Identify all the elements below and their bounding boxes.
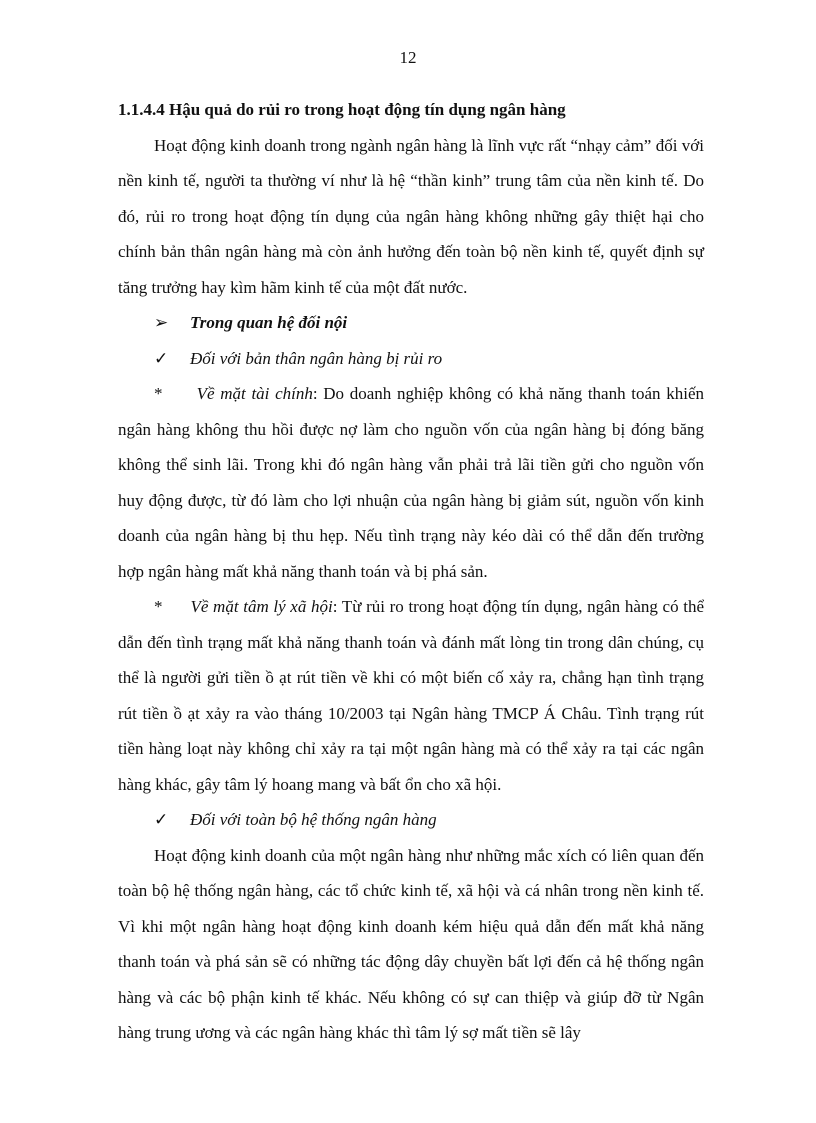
psychology-text: : Từ rủi ro trong hoạt động tín dụng, ngân hàng có thể dẫn đến tình trạng mất khả năng thanh toán và đánh mất lòng tin trong dân chúng, cụ thể là người gửi tiền ồ ạt rút tiền về khi có một biến cố xảy ra, chẳng hạn tình trạng rút tiền ồ ạt xảy ra vào tháng 10/2003 tại Ngân hàng TMCP Á Châu. Tình trạng rút tiền hàng loạt này không chỉ xảy ra tại một ngân hàng mà có thể xảy ra tại các ngân hàng khác, gây tâm lý hoang mang và bất ổn cho xã hội. (118, 597, 704, 794)
section-heading: 1.1.4.4 Hậu quả do rủi ro trong hoạt động tín dụng ngân hàng (118, 100, 566, 119)
intro-paragraph: Hoạt động kinh doanh trong ngành ngân hàng là lĩnh vực rất “nhạy cảm” đối với nền kinh tế, người ta thường ví như là hệ “thần kinh” trung tâm của nền kinh tế. Do đó, rủi ro trong hoạt động tín dụng của ngân hàng không những gây thiệt hại cho chính bản thân ngân hàng mà còn ảnh hưởng đến toàn bộ nền kinh tế, quyết định sự tăng trưởng hay kìm hãm kinh tế của một đất nước. (118, 135, 704, 297)
checkmark-bullet-icon: ✓ (154, 810, 169, 829)
psychology-label: Về mặt tâm lý xã hội (190, 597, 333, 616)
subsection-toan-bo-he-thong (118, 802, 704, 838)
section-title: Trong quan hệ đối nội (190, 313, 348, 332)
subsection-title: Đối với toàn bộ hệ thống ngân hàng (190, 810, 437, 829)
finance-label: Về mặt tài chính (196, 384, 313, 403)
section-trong-quan-he-doi-noi (118, 305, 704, 341)
finance-text: : Do doanh nghiệp không có khả năng thanh toán khiến ngân hàng không thu hồi được nợ làm cho nguồn vốn của ngân hàng bị đóng băng không thể sinh lãi. Trong khi đó ngân hàng vẫn phải trả lãi tiền gửi cho nguồn vốn huy động được, từ đó làm cho lợi nhuận của ngân hàng bị giảm sút, nguồn vốn kinh doanh của ngân hàng bị thu hẹp. Nếu tình trạng này kéo dài có thể dẫn đến trường hợp ngân hàng mất khả năng thanh toán và bị phá sản. (118, 384, 704, 581)
subsection-title: Đối với bản thân ngân hàng bị rủi ro (190, 348, 443, 368)
asterisk-bullet: * (154, 597, 163, 616)
page-number: 12 (399, 48, 417, 67)
document-body (118, 92, 704, 1051)
subsection-ban-than-ngan-hang (118, 341, 704, 377)
arrow-bullet-icon: ➢ (154, 313, 169, 332)
psychology-paragraph (118, 589, 704, 802)
finance-paragraph (118, 376, 704, 589)
system-paragraph: Hoạt động kinh doanh của một ngân hàng như những mắc xích có liên quan đến toàn bộ hệ thống ngân hàng, các tổ chức kinh tế, xã hội và cá nhân trong nền kinh tế. Vì khi một ngân hàng hoạt động kinh doanh kém hiệu quả dẫn đến mất khả năng thanh toán và phá sản sẽ có những tác động dây chuyền bất lợi đến cả hệ thống ngân hàng và các bộ phận kinh tế khác. Nếu không có sự can thiệp và giúp đỡ từ Ngân hàng trung ương và các ngân hàng khác thì tâm lý sợ mất tiền sẽ lây (118, 845, 704, 1042)
checkmark-bullet-icon: ✓ (154, 348, 169, 368)
asterisk-bullet: * (154, 384, 163, 403)
